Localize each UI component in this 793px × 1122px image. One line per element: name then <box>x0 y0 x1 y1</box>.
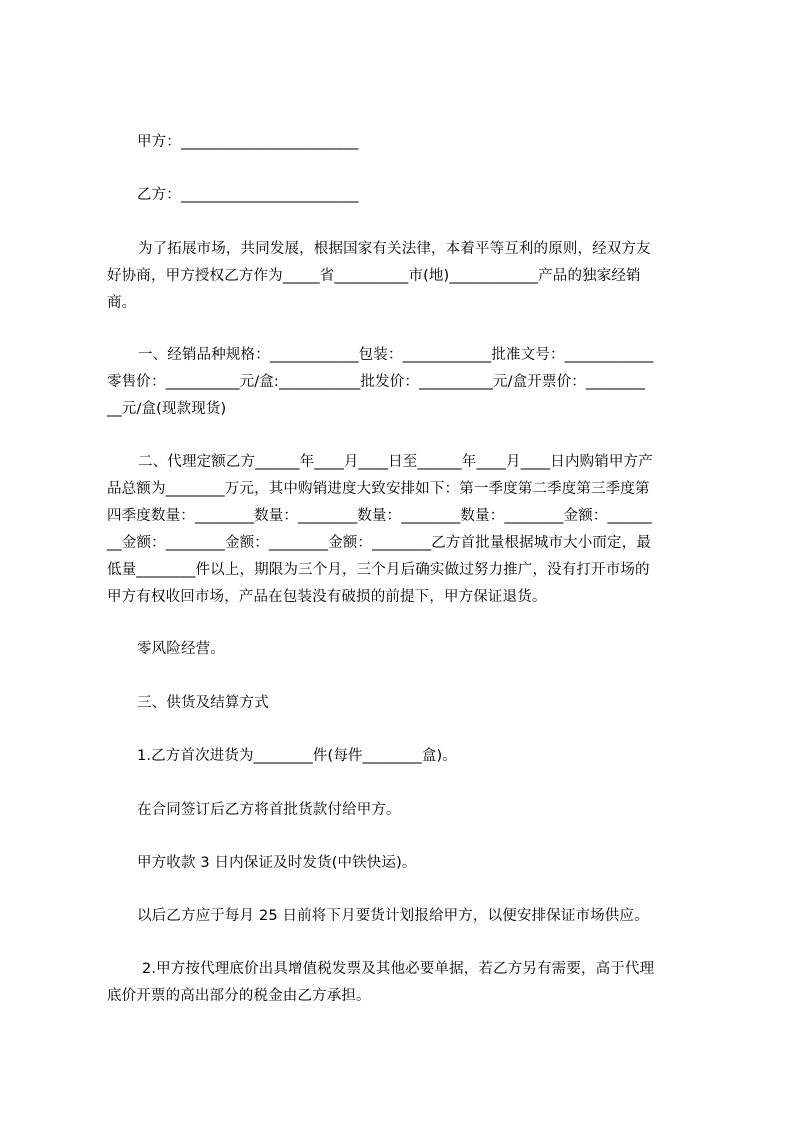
intro-paragraph-line-3: 商。 <box>107 295 137 311</box>
section-2-line-4: __金额：________金额：________金额：________乙方首批量根据城市大小而定，最 <box>107 535 651 551</box>
section-2-line-5: 低量________件以上，期限为三个月，三个月后确实做过努力推广，没有打开市场的 <box>107 562 650 578</box>
item-1-first-purchase: 1.乙方首次进货为________件(每件________盒)。 <box>137 748 457 764</box>
section-1-line-2: 零售价：__________元/盒:___________批发价：__________元/盒开票价：________ <box>107 374 646 390</box>
item-2-line-1: 2.甲方按代理底价出具增值税发票及其他必要单据，若乙方另有需要，高于代理 <box>142 961 655 977</box>
zero-risk-text: 零风险经营。 <box>137 641 225 657</box>
party-a-field: 甲方：________________________ <box>137 134 359 150</box>
section-2-line-6: 甲方有权收回市场，产品在包装没有破损的前提下，甲方保证退货。 <box>107 589 547 605</box>
section-2-line-2: 品总额为________万元，其中购销进度大致安排如下：第一季度第二季度第三季度第 <box>107 481 650 497</box>
party-b-field: 乙方：________________________ <box>137 187 359 203</box>
delivery-terms: 甲方收款 3 日内保证及时发货(中铁快运)。 <box>137 855 417 871</box>
section-1-line-3: __元/盒(现款现货) <box>107 401 227 417</box>
intro-paragraph-line-2: 好协商，甲方授权乙方作为_____省__________市(地)____________产品的独家经销 <box>107 268 641 284</box>
monthly-plan-terms: 以后乙方应于每月 25 日前将下月要货计划报给甲方，以便安排保证市场供应。 <box>137 908 649 924</box>
section-1-line-1: 一、经销品种规格：____________包装：____________批准文号：____________ <box>138 347 654 363</box>
item-2-line-2: 底价开票的高出部分的税金由乙方承担。 <box>107 988 371 1004</box>
payment-after-signing: 在合同签订后乙方将首批货款付给甲方。 <box>137 802 401 818</box>
intro-paragraph-line-1: 为了拓展市场，共同发展，根据国家有关法律，本着平等互利的原则，经双方友 <box>138 241 651 257</box>
section-2-line-1: 二、代理定额乙方______年____月____日至______年____月____日内购销甲方产 <box>138 454 653 470</box>
section-3-heading: 三、供货及结算方式 <box>137 695 269 711</box>
section-2-line-3: 四季度数量：________数量：________数量：________数量：________金额：______ <box>107 508 652 524</box>
